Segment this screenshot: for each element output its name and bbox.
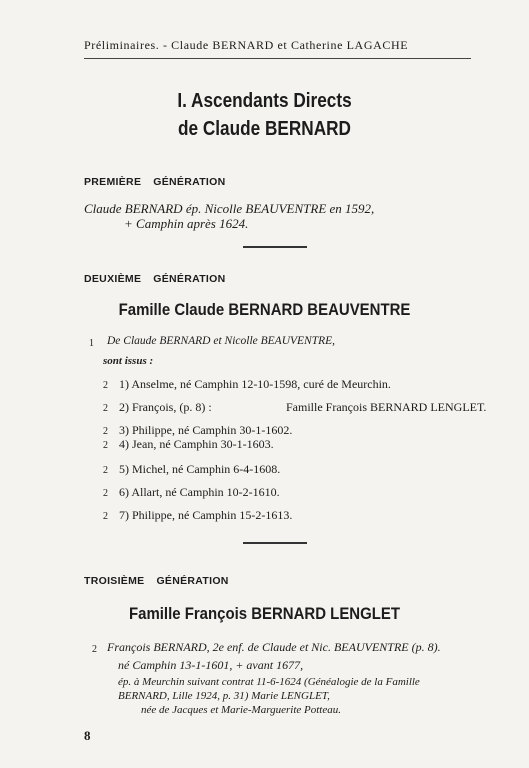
generation-number: 2 [92,644,97,655]
parents-line: De Claude BERNARD et Nicolle BEAUVENTRE, [107,335,336,347]
child-entry: 2) François, (p. 8) : [119,400,212,414]
generation-number: 1 [89,338,94,349]
section-divider [243,542,307,544]
generation-ordinal: PREMIÈRE [84,176,142,188]
section-divider [243,246,307,248]
family-heading-bernard-beauventre: Famille Claude BERNARD BEAUVENTRE [118,300,411,319]
child-generation-number: 2 [103,380,108,391]
generation-word: GÉNÉRATION [156,575,229,587]
generation-ordinal: TROISIÈME [84,575,145,587]
entry-line-4: BERNARD, Lille 1924, p. 31) Marie LENGLET, [118,690,330,702]
child-entry: 3) Philippe, né Camphin 30-1-1602. [119,423,293,437]
generation-word: GÉNÉRATION [153,176,226,188]
child-entry: 6) Allart, né Camphin 10-2-1610. [119,485,280,499]
third-generation-heading [84,575,229,587]
first-generation-line-2: + Camphin après 1624. [124,216,249,231]
chapter-title-line-1: I. Ascendants Directs [177,90,352,112]
child-generation-number: 2 [103,465,108,476]
child-generation-number: 2 [103,511,108,522]
child-entry: 1) Anselme, né Camphin 12-10-1598, curé de Meurchin. [119,377,391,391]
first-generation-heading [84,176,225,188]
child-entry: 7) Philippe, né Camphin 15-2-1613. [119,508,293,522]
child-generation-number: 2 [103,488,108,499]
chapter-title-line-2: de Claude BERNARD [178,118,351,140]
first-generation-line-1: Claude BERNARD ép. Nicolle BEAUVENTRE en 1592, [84,201,375,216]
child-generation-number: 2 [103,440,108,451]
child-family-reference: Famille François BERNARD LENGLET. [286,400,487,414]
family-heading-bernard-lenglet: Famille François BERNARD LENGLET [129,604,400,623]
entry-line-3: ép. à Meurchin suivant contrat 11-6-1624 (Généalogie de la Famille [118,676,420,688]
entry-line-5: née de Jacques et Marie-Marguerite Potteau. [141,704,341,716]
child-generation-number: 2 [103,403,108,414]
child-generation-number: 2 [103,426,108,437]
running-head: Préliminaires. - Claude BERNARD et Catherine LAGACHE [84,38,409,52]
child-entry: 4) Jean, né Camphin 30-1-1603. [119,437,274,451]
entry-line-2: né Camphin 13-1-1601, + avant 1677, [118,658,304,672]
header-rule [84,58,471,59]
second-generation-heading [84,273,225,285]
generation-ordinal: DEUXIÈME [84,273,142,285]
generation-word: GÉNÉRATION [153,273,226,285]
entry-line-1: François BERNARD, 2e enf. de Claude et Nic. BEAUVENTRE (p. 8). [107,640,441,654]
child-entry: 5) Michel, né Camphin 6-4-1608. [119,462,281,476]
page-number: 8 [84,728,91,743]
issue-line: sont issus : [103,355,154,367]
